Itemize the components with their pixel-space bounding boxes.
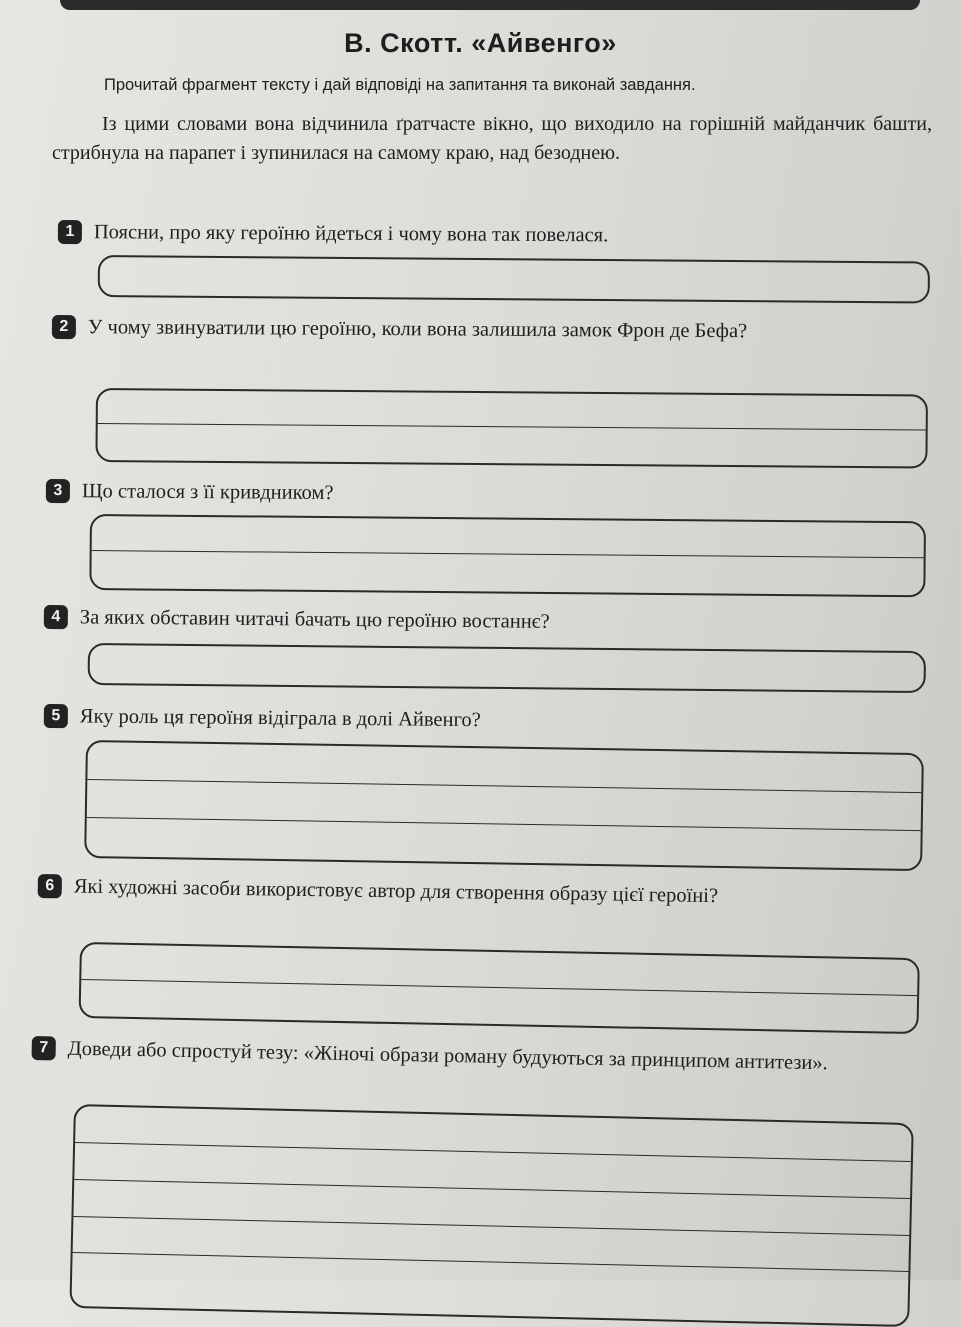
answer-line	[81, 979, 917, 996]
question-text: Доведи або спростуй тезу: «Жіночі образи роману будуються за принципом антитези».	[67, 1037, 828, 1075]
answer-line	[75, 1142, 911, 1162]
question-text: Що сталося з її кривдником?	[81, 480, 334, 505]
text-excerpt: Із цими словами вона відчинила ґратчасте вікно, що виходило на горішній майданчик башти, стрибнула на парапет і зупинилася на самому краю, над безоднею.	[52, 113, 932, 164]
question-text: За яких обставин читачі бачать цю героїню востаннє?	[79, 606, 550, 633]
instruction-text: Прочитай фрагмент тексту і дай відповіді на запитання та виконай завдання.	[104, 76, 696, 94]
answer-line	[87, 817, 921, 831]
question-number-badge: 3	[46, 479, 70, 503]
page-title: В. Скотт. «Айвенго»	[344, 28, 617, 58]
answer-box-6[interactable]	[79, 942, 920, 1034]
question-2	[52, 313, 932, 346]
answer-line	[92, 550, 924, 558]
answer-box-1[interactable]	[98, 255, 930, 304]
question-number-badge: 4	[44, 605, 68, 629]
question-4	[44, 603, 894, 639]
question-text: Які художні засоби використовує автор для створення образу цієї героїні?	[73, 875, 719, 908]
answer-box-2[interactable]	[95, 388, 928, 469]
answer-line	[87, 779, 921, 793]
answer-line	[73, 1252, 909, 1272]
answer-line	[98, 423, 926, 431]
answer-box-5[interactable]	[84, 740, 924, 871]
answer-box-7[interactable]	[69, 1104, 913, 1327]
question-6	[38, 872, 922, 913]
question-text: У чому звинуватили цю героїню, коли вона залишила замок Фрон де Бефа?	[87, 316, 748, 343]
question-3	[46, 477, 896, 511]
question-7	[31, 1034, 911, 1079]
answer-box-3[interactable]	[89, 514, 926, 597]
question-1	[58, 218, 908, 251]
top-edge-bar	[60, 0, 920, 10]
question-text: Поясни, про яку героїню йдеться і чому вона так повелася.	[93, 221, 609, 247]
question-number-badge: 7	[32, 1036, 56, 1060]
question-number-badge: 6	[38, 874, 62, 898]
answer-box-4[interactable]	[88, 643, 926, 693]
question-number-badge: 1	[58, 220, 82, 244]
question-number-badge: 2	[52, 315, 76, 339]
question-text: Яку роль ця героїня відіграла в долі Айвенго?	[79, 705, 481, 732]
answer-line	[73, 1216, 909, 1236]
answer-line	[74, 1179, 910, 1199]
question-5	[44, 702, 894, 738]
question-number-badge: 5	[44, 704, 68, 728]
